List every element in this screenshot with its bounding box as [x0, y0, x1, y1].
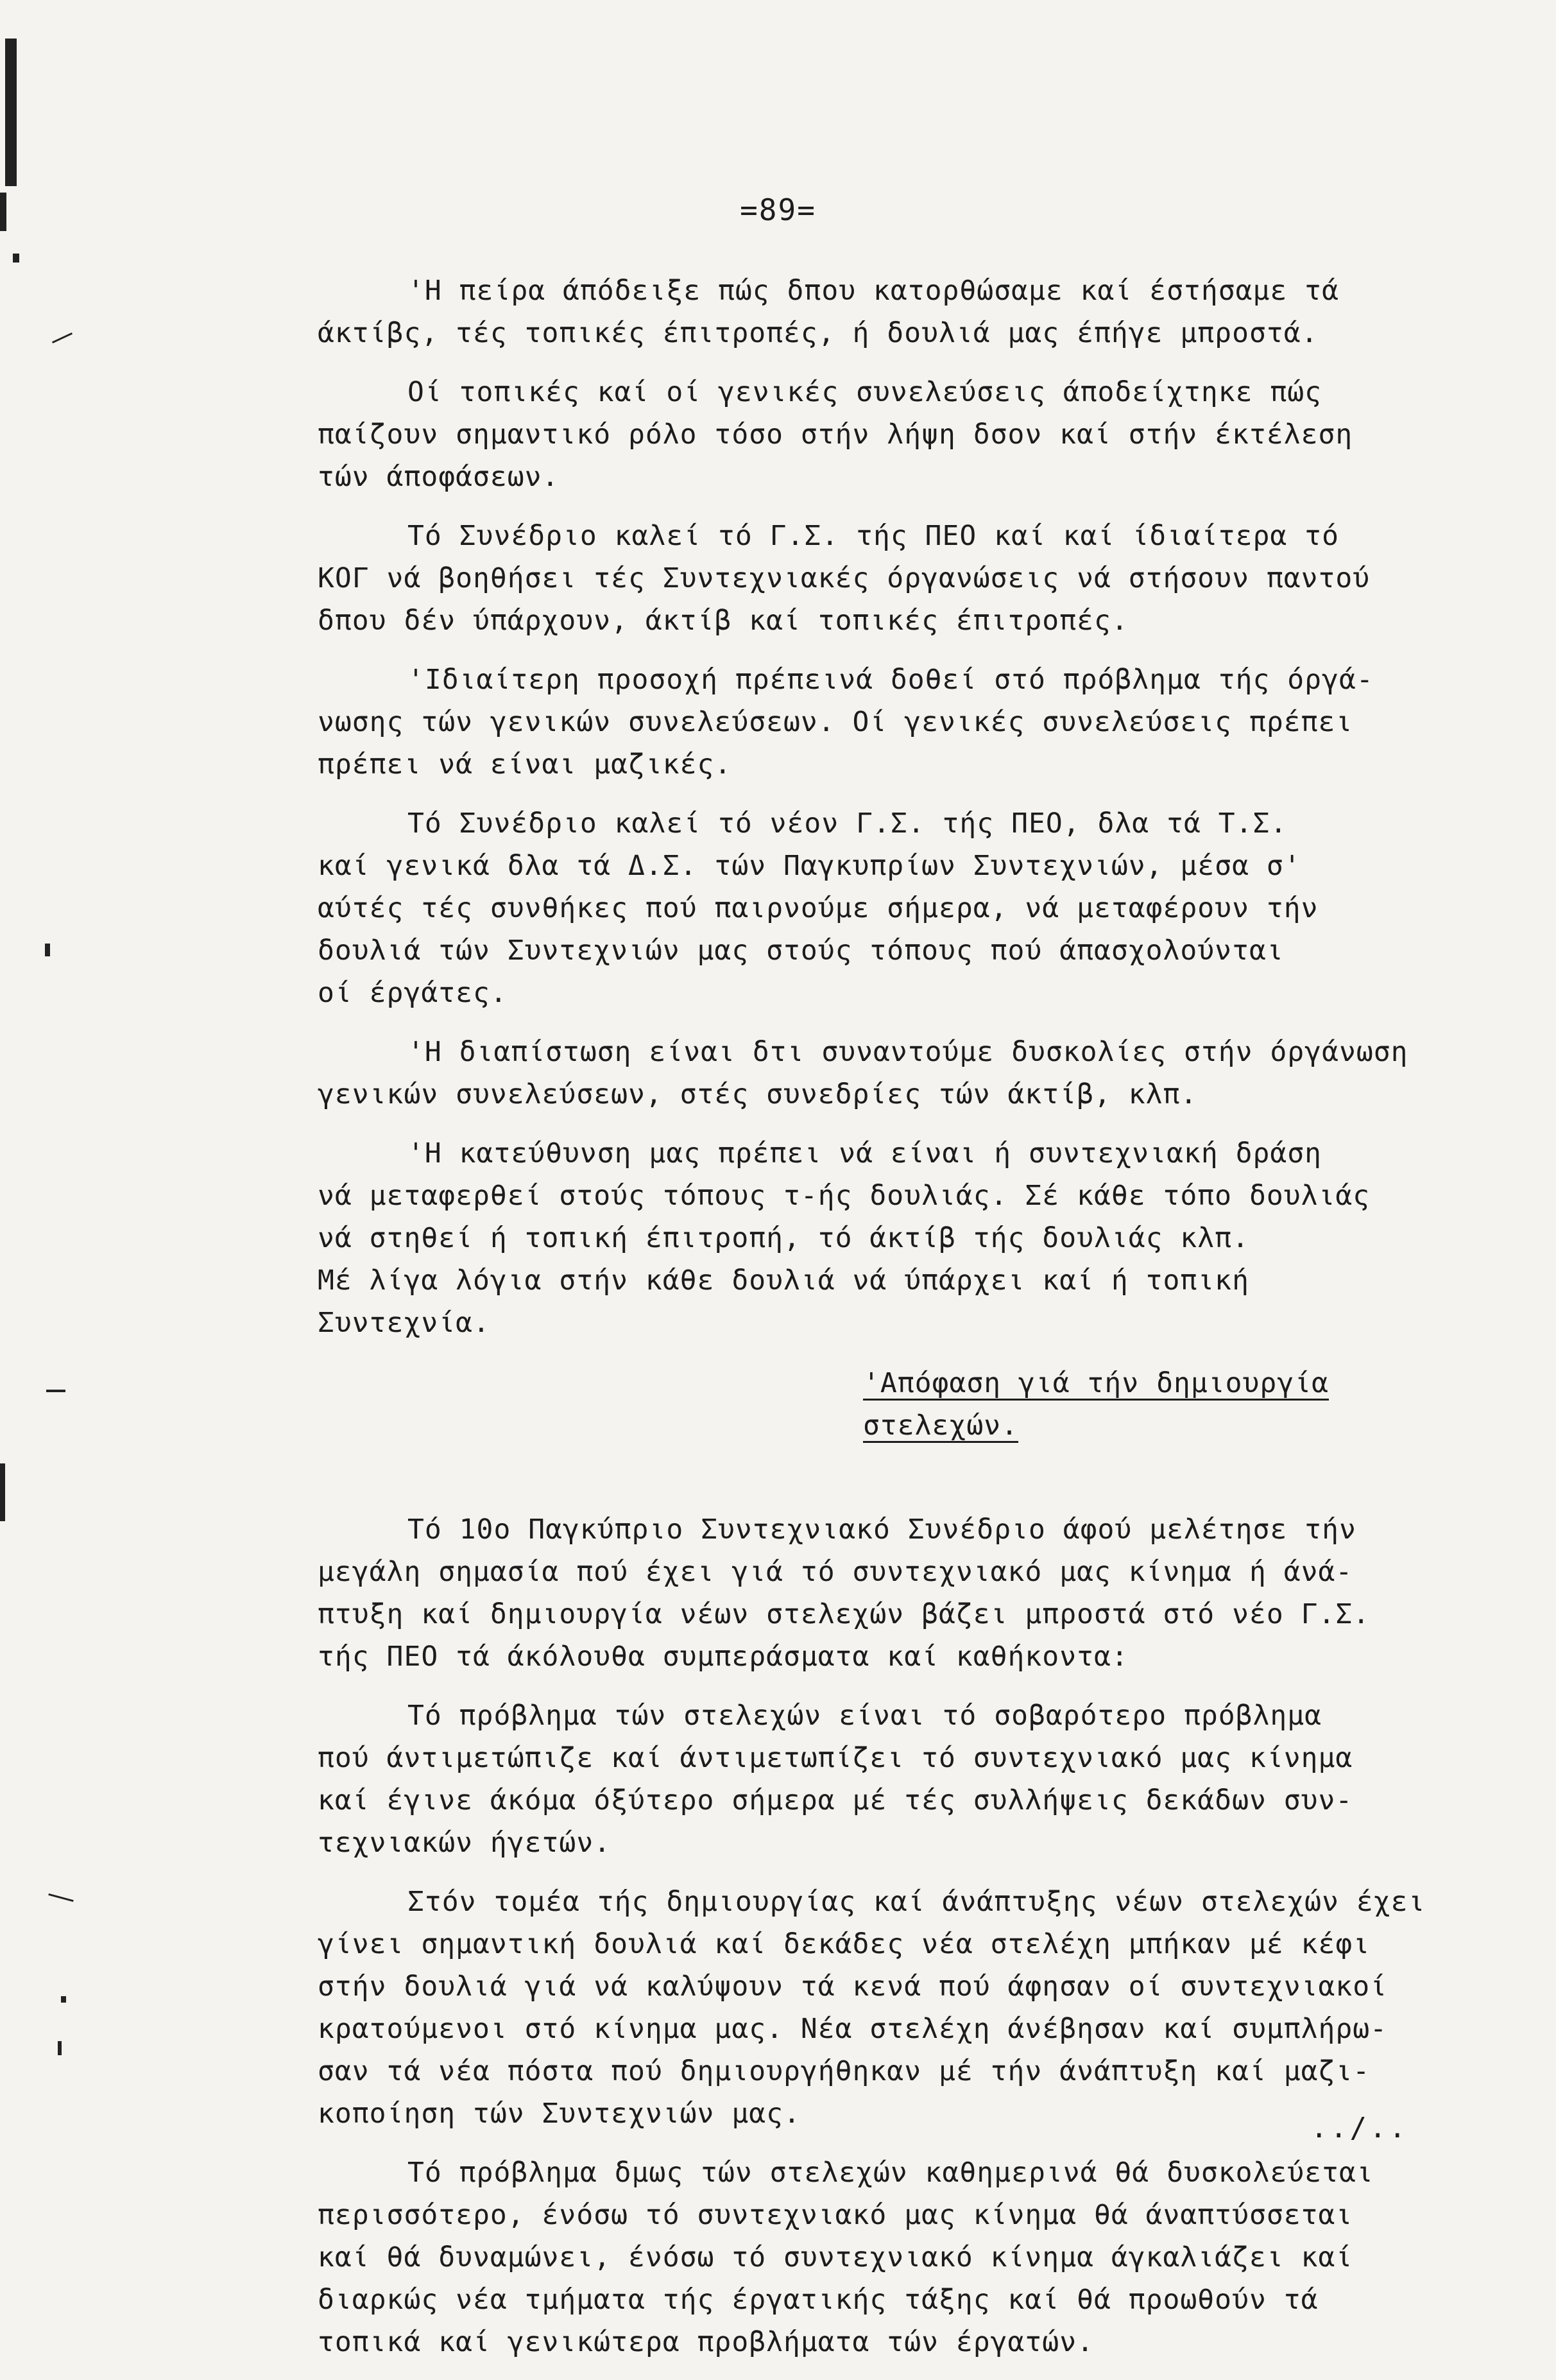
text-line: τών άποφάσεων.: [318, 461, 560, 493]
text-line: ΚΟΓ νά βοηθήσει τές Συντεχνιακές όργανώσεις νά στήσουν παντού: [318, 562, 1371, 594]
text-line: πρέπει νά είναι μαζικές.: [318, 748, 732, 780]
text-line: αύτές τές συνθήκες πού παιρνούμε σήμερα, νά μεταφέρουν τήν: [318, 892, 1319, 924]
paragraph: [318, 659, 1550, 786]
text-line: γενικών συνελεύσεων, στές συνεδρίες τών άκτίβ, κλπ.: [318, 1078, 1198, 1110]
text-line: πτυξη καί δημιουργία νέων στελεχών βάζει μπροστά στό νέο Γ.Σ.: [318, 1598, 1371, 1630]
heading-line: 'Απόφαση γιά τήν δημιουργία: [863, 1367, 1329, 1399]
text-line: καί έγινε άκόμα όξύτερο σήμερα μέ τές συλλήψεις δεκάδων συν-: [318, 1784, 1353, 1816]
paragraph: [318, 1132, 1550, 1344]
paragraph: [318, 1694, 1550, 1864]
paragraph: [318, 1881, 1550, 2135]
scan-edge-mark: [58, 2041, 62, 2055]
text-line: Στόν τομέα τής δημιουργίας καί άνάπτυξης νέων στελεχών έχει: [407, 1886, 1426, 1918]
paragraph: [318, 1508, 1550, 1678]
text-line: γίνει σημαντική δουλιά καί δεκάδες νέα στελέχη μπήκαν μέ κέφι: [318, 1928, 1371, 1960]
scan-edge-mark: [48, 1893, 73, 1902]
text-line: νωσης τών γενικών συνελεύσεων. Οί γενικές συνελεύσεις πρέπει: [318, 706, 1353, 738]
text-line: καί γενικά δλα τά Δ.Σ. τών Παγκυπρίων Συντεχνιών, μέσα σ': [318, 850, 1301, 882]
paragraph: [318, 270, 1550, 354]
text-line: νά μεταφερθεί στούς τόπους τ-ής δουλιάς. Σέ κάθε τόπο δουλιάς: [318, 1180, 1371, 1212]
heading-line: στελεχών.: [863, 1410, 1018, 1442]
text-line: τής ΠΕΟ τά άκόλουθα συμπεράσματα καί καθήκοντα:: [318, 1641, 1129, 1673]
scan-edge-mark: [46, 1390, 65, 1392]
scan-edge-mark: [0, 1463, 5, 1521]
text-line: 'Η πείρα άπόδειξε πώς δπου κατορθώσαμε καί έστήσαμε τά: [407, 275, 1339, 307]
paragraph: [318, 802, 1550, 1014]
page-number: =89=: [740, 193, 816, 227]
scan-edge-mark: [45, 944, 50, 956]
text-line: κρατούμενοι στό κίνημα μας. Νέα στελέχη άνέβησαν καί συμπλήρω-: [318, 2013, 1388, 2045]
scan-edge-mark: [61, 1996, 66, 2003]
text-line: Συντεχνία.: [318, 1307, 490, 1339]
text-line: πού άντιμετώπιζε καί άντιμετωπίζει τό συντεχνιακό μας κίνημα: [318, 1742, 1353, 1774]
text-line: στήν δουλιά γιά νά καλύψουν τά κενά πού άφησαν οί συντεχνιακοί: [318, 1970, 1388, 2003]
text-line: άκτίβς, τές τοπικές έπιτροπές, ή δουλιά μας έπήγε μπροστά.: [318, 317, 1319, 349]
paragraph: [318, 515, 1550, 642]
text-line: τοπικά καί γενικώτερα προβλήματα τών έργατών.: [318, 2326, 1094, 2358]
text-line: τεχνιακών ήγετών.: [318, 1827, 611, 1859]
text-line: 'Ιδιαίτερη προσοχή πρέπεινά δοθεί στό πρόβλημα τής όργά-: [407, 664, 1374, 696]
continuation-mark: ../..: [1310, 2112, 1408, 2144]
text-line: σαν τά νέα πόστα πού δημιουργήθηκαν μέ τήν άνάπτυξη καί μαζι-: [318, 2055, 1371, 2087]
paragraph: [318, 1031, 1550, 1116]
paragraph: [318, 371, 1550, 498]
text-line: διαρκώς νέα τμήματα τής έργατικής τάξης καί θά προωθούν τά: [318, 2284, 1319, 2316]
text-line: μεγάλη σημασία πού έχει γιά τό συντεχνιακό μας κίνημα ή άνά-: [318, 1556, 1353, 1588]
text-line: νά στηθεί ή τοπική έπιτροπή, τό άκτίβ τής δουλιάς κλπ.: [318, 1222, 1249, 1254]
text-line: Μέ λίγα λόγια στήν κάθε δουλιά νά ύπάρχει καί ή τοπική: [318, 1264, 1249, 1297]
document-body: [318, 270, 1550, 2380]
text-line: 'Η διαπίστωση είναι δτι συναντούμε δυσκολίες στήν όργάνωση: [407, 1036, 1408, 1068]
text-line: Τό πρόβλημα τών στελεχών είναι τό σοβαρότερο πρόβλημα: [407, 1700, 1322, 1732]
text-line: οί έργάτες.: [318, 977, 508, 1009]
text-line: δπου δέν ύπάρχουν, άκτίβ καί τοπικές έπιτροπές.: [318, 605, 1129, 637]
text-line: περισσότερο, ένόσω τό συντεχνιακό μας κίνημα θά άναπτύσσεται: [318, 2199, 1353, 2231]
scan-edge-mark: [13, 254, 19, 263]
text-line: 'Η κατεύθυνση μας πρέπει νά είναι ή συντεχνιακή δράση: [407, 1137, 1322, 1169]
text-line: καί θά δυναμώνει, ένόσω τό συντεχνιακό κίνημα άγκαλιάζει καί: [318, 2241, 1353, 2273]
paragraphs-before-heading: [318, 270, 1550, 1344]
paragraphs-after-heading: [318, 1508, 1550, 2363]
text-line: Τό Συνέδριο καλεί τό νέον Γ.Σ. τής ΠΕΟ, δλα τά Τ.Σ.: [407, 807, 1288, 840]
text-line: Τό πρόβλημα δμως τών στελεχών καθημερινά θά δυσκολεύεται: [407, 2157, 1374, 2189]
scan-edge-mark: [52, 332, 73, 343]
text-line: Τό 10ο Παγκύπριο Συντεχνιακό Συνέδριο άφού μελέτησε τήν: [407, 1513, 1356, 1546]
text-line: Οί τοπικές καί οί γενικές συνελεύσεις άποδείχτηκε πώς: [407, 376, 1322, 408]
text-line: κοποίηση τών Συντεχνιών μας.: [318, 2098, 801, 2130]
section-heading: [318, 1362, 1550, 1447]
scan-edge-mark: [5, 39, 17, 186]
paragraph: [318, 2151, 1550, 2363]
text-line: Τό Συνέδριο καλεί τό Γ.Σ. τής ΠΕΟ καί καί ίδιαίτερα τό: [407, 520, 1339, 552]
text-line: παίζουν σημαντικό ρόλο τόσο στήν λήψη δσον καί στήν έκτέλεση: [318, 418, 1353, 451]
text-line: δουλιά τών Συντεχνιών μας στούς τόπους πού άπασχολούνται: [318, 935, 1284, 967]
